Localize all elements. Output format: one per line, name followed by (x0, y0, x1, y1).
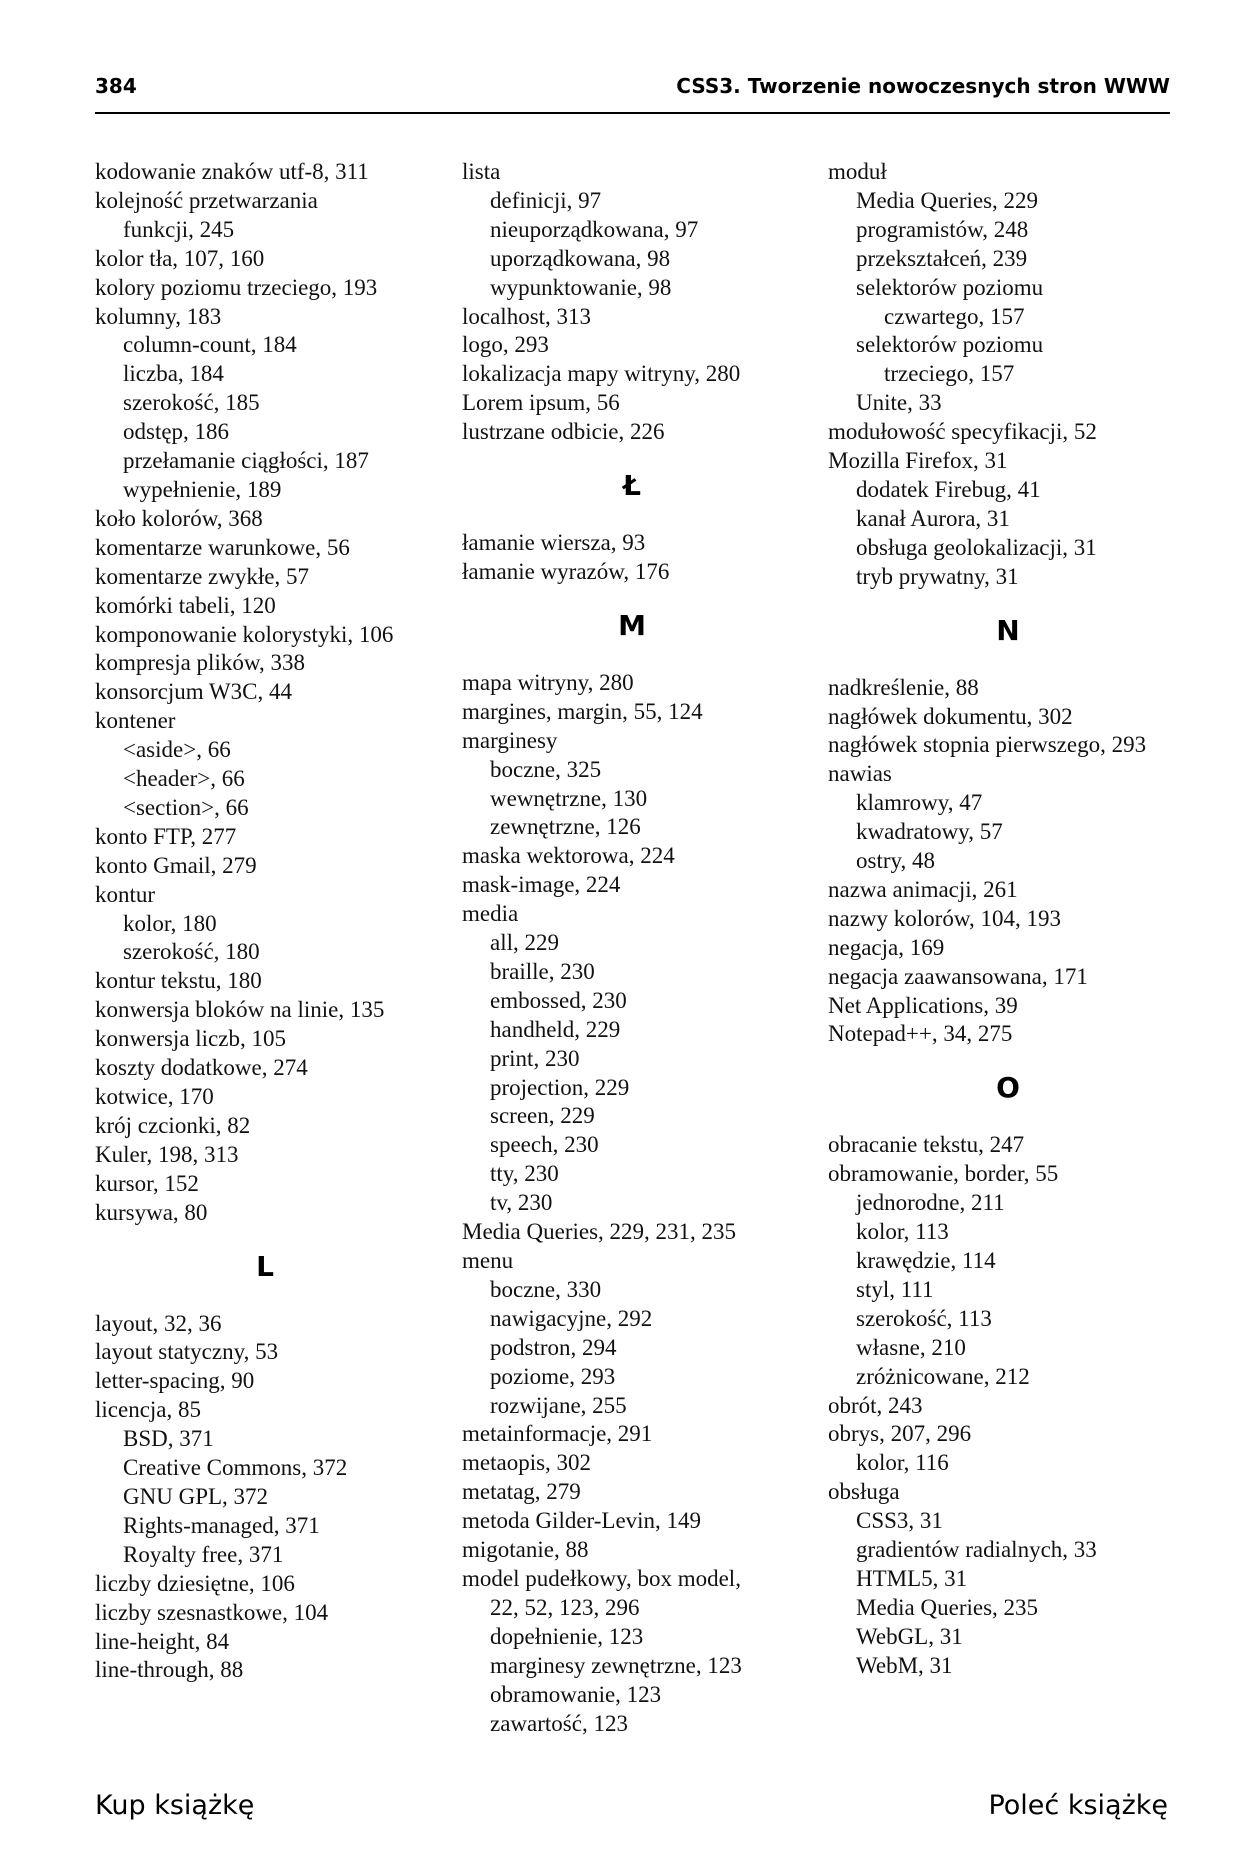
index-entry: nadkreślenie, 88 (828, 674, 979, 700)
page-number: 384 (95, 74, 137, 98)
index-subentry: liczba, 184 (123, 361, 224, 387)
book-title: CSS3. Tworzenie nowoczesnych stron WWW (676, 74, 1170, 98)
index-entry: obrys, 207, 296 (828, 1421, 972, 1447)
index-subentry: rozwijane, 255 (490, 1392, 627, 1418)
index-entry: media (462, 901, 519, 927)
index-subentry: handheld, 229 (490, 1016, 621, 1042)
section-letter-heading: Ł (623, 469, 641, 503)
index-entry: licencja, 85 (95, 1397, 202, 1423)
index-subentry: selektorów poziomu (856, 332, 1044, 358)
index-entry: obracanie tekstu, 247 (828, 1132, 1025, 1158)
index-subentry: gradientów radialnych, 33 (856, 1537, 1097, 1563)
section-letter-heading: L (256, 1249, 274, 1283)
page-header (95, 74, 1170, 114)
index-entry: konwersja bloków na linie, 135 (95, 997, 385, 1023)
index-subentry: column-count, 184 (123, 332, 297, 358)
index-subentry: szerokość, 113 (856, 1305, 992, 1331)
index-subentry: screen, 229 (490, 1103, 595, 1129)
index-subentry: kolor, 180 (123, 910, 217, 936)
index-entry: Kuler, 198, 313 (95, 1141, 239, 1167)
index-entry: margines, margin, 55, 124 (462, 698, 703, 724)
index-subentry: BSD, 371 (123, 1426, 214, 1452)
index-entry: Lorem ipsum, 56 (462, 390, 620, 416)
index-entry: konto FTP, 277 (95, 823, 237, 849)
index-subentry: marginesy zewnętrzne, 123 (490, 1652, 742, 1678)
index-entry: maska wektorowa, 224 (462, 843, 675, 869)
index-subentry: all, 229 (490, 930, 559, 956)
index-entry: negacja, 169 (828, 934, 945, 960)
index-column-2 (462, 158, 802, 1738)
index-entry: metainformacje, 291 (462, 1421, 653, 1447)
index-entry: liczby dziesiętne, 106 (95, 1570, 295, 1596)
index-subentry: odstęp, 186 (123, 419, 230, 445)
index-entry: nawias (828, 761, 892, 787)
index-subentry: własne, 210 (856, 1334, 966, 1360)
index-subentry: tv, 230 (490, 1190, 553, 1216)
index-entry: nagłówek stopnia pierwszego, 293 (828, 732, 1147, 758)
index-entry: łamanie wiersza, 93 (462, 530, 646, 556)
index-entry: kontur tekstu, 180 (95, 968, 262, 994)
index-entry: obrót, 243 (828, 1392, 923, 1418)
index-entry: lista (462, 159, 501, 184)
index-subentry: szerokość, 185 (123, 390, 260, 416)
index-entry: kolor tła, 107, 160 (95, 245, 265, 271)
index-entry: letter-spacing, 90 (95, 1368, 255, 1394)
index-subentry: GNU GPL, 372 (123, 1483, 269, 1509)
index-subentry: poziome, 293 (490, 1363, 616, 1389)
index-entry: metaopis, 302 (462, 1450, 592, 1476)
index-subentry: nieuporządkowana, 97 (490, 216, 699, 242)
index-entry: layout statyczny, 53 (95, 1339, 279, 1365)
index-subentry: braille, 230 (490, 958, 595, 984)
index-subentry: funkcji, 245 (123, 216, 235, 242)
index-entry: kotwice, 170 (95, 1084, 214, 1109)
index-subentry: przekształceń, 239 (856, 245, 1028, 271)
index-subentry: dodatek Firebug, 41 (856, 476, 1041, 502)
index-subentry: selektorów poziomu (856, 274, 1044, 300)
index-entry: mapa witryny, 280 (462, 669, 634, 695)
index-subentry: boczne, 325 (490, 756, 602, 782)
index-entry: konsorcjum W3C, 44 (95, 679, 292, 705)
index-subentry: zewnętrzne, 126 (490, 814, 641, 840)
index-subentry: obramowanie, 123 (490, 1681, 662, 1707)
index-subentry: <aside>, 66 (123, 737, 231, 763)
index-entry: kontur (95, 881, 156, 907)
index-entry: Media Queries, 229, 231, 235 (462, 1219, 737, 1245)
index-subentry: zróżnicowane, 212 (856, 1363, 1030, 1389)
index-subentry: tryb prywatny, 31 (856, 563, 1019, 589)
index-entry: komórki tabeli, 120 (95, 592, 276, 618)
index-entry: metatag, 279 (462, 1479, 581, 1505)
index-subentry: wewnętrzne, 130 (490, 785, 648, 811)
index-subentry: styl, 111 (856, 1276, 934, 1302)
index-entry: negacja zaawansowana, 171 (828, 963, 1088, 989)
index-entry: marginesy (462, 727, 558, 753)
buy-book-link[interactable]: Kup książkę (95, 1790, 255, 1821)
section-letter-heading: O (996, 1071, 1020, 1105)
index-subentry: podstron, 294 (490, 1334, 617, 1360)
index-subentry: kolor, 113 (856, 1219, 949, 1245)
index-subentry: trzeciego, 157 (884, 361, 1015, 387)
index-entry: logo, 293 (462, 332, 549, 358)
index-entry: obramowanie, border, 55 (828, 1161, 1059, 1187)
index-subentry: HTML5, 31 (856, 1565, 968, 1591)
index-subentry: Unite, 33 (856, 390, 942, 416)
index-entry: Net Applications, 39 (828, 992, 1018, 1018)
index-entry: lustrzane odbicie, 226 (462, 419, 665, 445)
index-subentry: obsługa geolokalizacji, 31 (856, 534, 1097, 560)
index-entry: line-height, 84 (95, 1628, 230, 1654)
index-entry: łamanie wyrazów, 176 (462, 558, 670, 584)
index-entry: kodowanie znaków utf-8, 311 (95, 159, 369, 184)
index-column-3 (828, 158, 1188, 1681)
index-subentry: WebGL, 31 (856, 1623, 963, 1649)
index-subentry: embossed, 230 (490, 987, 627, 1013)
index-entry: lokalizacja mapy witryny, 280 (462, 361, 741, 387)
index-entry: model pudełkowy, box model, (462, 1565, 741, 1591)
index-subentry: definicji, 97 (490, 187, 602, 213)
index-subentry: Creative Commons, 372 (123, 1455, 348, 1481)
index-entry: koło kolorów, 368 (95, 505, 263, 531)
index-subentry: <header>, 66 (123, 766, 245, 792)
index-subentry: speech, 230 (490, 1132, 599, 1158)
index-entry: nazwy kolorów, 104, 193 (828, 905, 1061, 931)
index-entry: nazwa animacji, 261 (828, 876, 1018, 902)
index-subentry: projection, 229 (490, 1074, 630, 1100)
index-entry: komponowanie kolorystyki, 106 (95, 621, 394, 647)
index-subentry: przełamanie ciągłości, 187 (123, 448, 369, 474)
index-entry: kolory poziomu trzeciego, 193 (95, 274, 378, 300)
index-subentry: 22, 52, 123, 296 (490, 1594, 640, 1620)
index-entry: kursor, 152 (95, 1170, 199, 1196)
index-entry: kursywa, 80 (95, 1199, 208, 1225)
index-entry: koszty dodatkowe, 274 (95, 1055, 308, 1081)
index-subentry: Media Queries, 235 (856, 1594, 1039, 1620)
index-subentry: ostry, 48 (856, 848, 936, 874)
index-entry: kolejność przetwarzania (95, 187, 318, 213)
index-subentry: Royalty free, 371 (123, 1541, 284, 1567)
index-subentry: CSS3, 31 (856, 1508, 943, 1534)
index-subentry: klamrowy, 47 (856, 790, 983, 816)
index-subentry: programistów, 248 (856, 216, 1029, 242)
index-subentry: <section>, 66 (123, 794, 249, 820)
index-subentry: czwartego, 157 (884, 303, 1025, 329)
index-subentry: jednorodne, 211 (856, 1190, 1005, 1216)
index-entry: modułowość specyfikacji, 52 (828, 419, 1097, 445)
index-entry: localhost, 313 (462, 303, 592, 329)
index-subentry: kwadratowy, 57 (856, 819, 1003, 845)
index-entry: kompresja plików, 338 (95, 650, 305, 676)
index-entry: line-through, 88 (95, 1657, 244, 1683)
index-subentry: WebM, 31 (856, 1652, 953, 1678)
index-entry: moduł (828, 159, 887, 184)
index-entry: migotanie, 88 (462, 1537, 589, 1563)
index-entry: Notepad++, 34, 275 (828, 1021, 1013, 1047)
index-subentry: zawartość, 123 (490, 1710, 628, 1736)
index-entry: kolumny, 183 (95, 303, 222, 329)
index-entry: Mozilla Firefox, 31 (828, 448, 1008, 474)
index-subentry: boczne, 330 (490, 1276, 602, 1302)
index-entry: krój czcionki, 82 (95, 1112, 251, 1138)
index-subentry: dopełnienie, 123 (490, 1623, 644, 1649)
index-entry: kontener (95, 708, 176, 734)
index-entry: mask-image, 224 (462, 872, 621, 898)
index-entry: metoda Gilder-Levin, 149 (462, 1508, 702, 1534)
index-subentry: kolor, 116 (856, 1450, 949, 1476)
index-subentry: szerokość, 180 (123, 939, 260, 965)
index-subentry: uporządkowana, 98 (490, 245, 671, 271)
section-letter-heading: N (996, 613, 1020, 647)
index-subentry: print, 230 (490, 1045, 580, 1071)
index-entry: layout, 32, 36 (95, 1310, 222, 1336)
index-subentry: nawigacyjne, 292 (490, 1305, 653, 1331)
index-subentry: Rights-managed, 371 (123, 1512, 320, 1538)
index-entry: konwersja liczb, 105 (95, 1026, 286, 1052)
index-subentry: krawędzie, 114 (856, 1248, 996, 1273)
index-entry: komentarze zwykłe, 57 (95, 563, 309, 589)
index-entry: nagłówek dokumentu, 302 (828, 703, 1073, 729)
index-entry: komentarze warunkowe, 56 (95, 534, 350, 560)
recommend-book-link[interactable]: Poleć książkę (988, 1790, 1168, 1821)
index-entry: obsługa (828, 1479, 900, 1505)
index-subentry: Media Queries, 229 (856, 187, 1039, 213)
index-subentry: tty, 230 (490, 1161, 559, 1187)
index-subentry: kanał Aurora, 31 (856, 505, 1010, 531)
index-column-1 (95, 158, 435, 1685)
index-entry: menu (462, 1248, 514, 1273)
index-subentry: wypunktowanie, 98 (490, 274, 672, 300)
index-subentry: wypełnienie, 189 (123, 476, 282, 502)
section-letter-heading: M (618, 608, 646, 642)
index-entry: liczby szesnastkowe, 104 (95, 1599, 329, 1625)
index-entry: konto Gmail, 279 (95, 852, 257, 878)
